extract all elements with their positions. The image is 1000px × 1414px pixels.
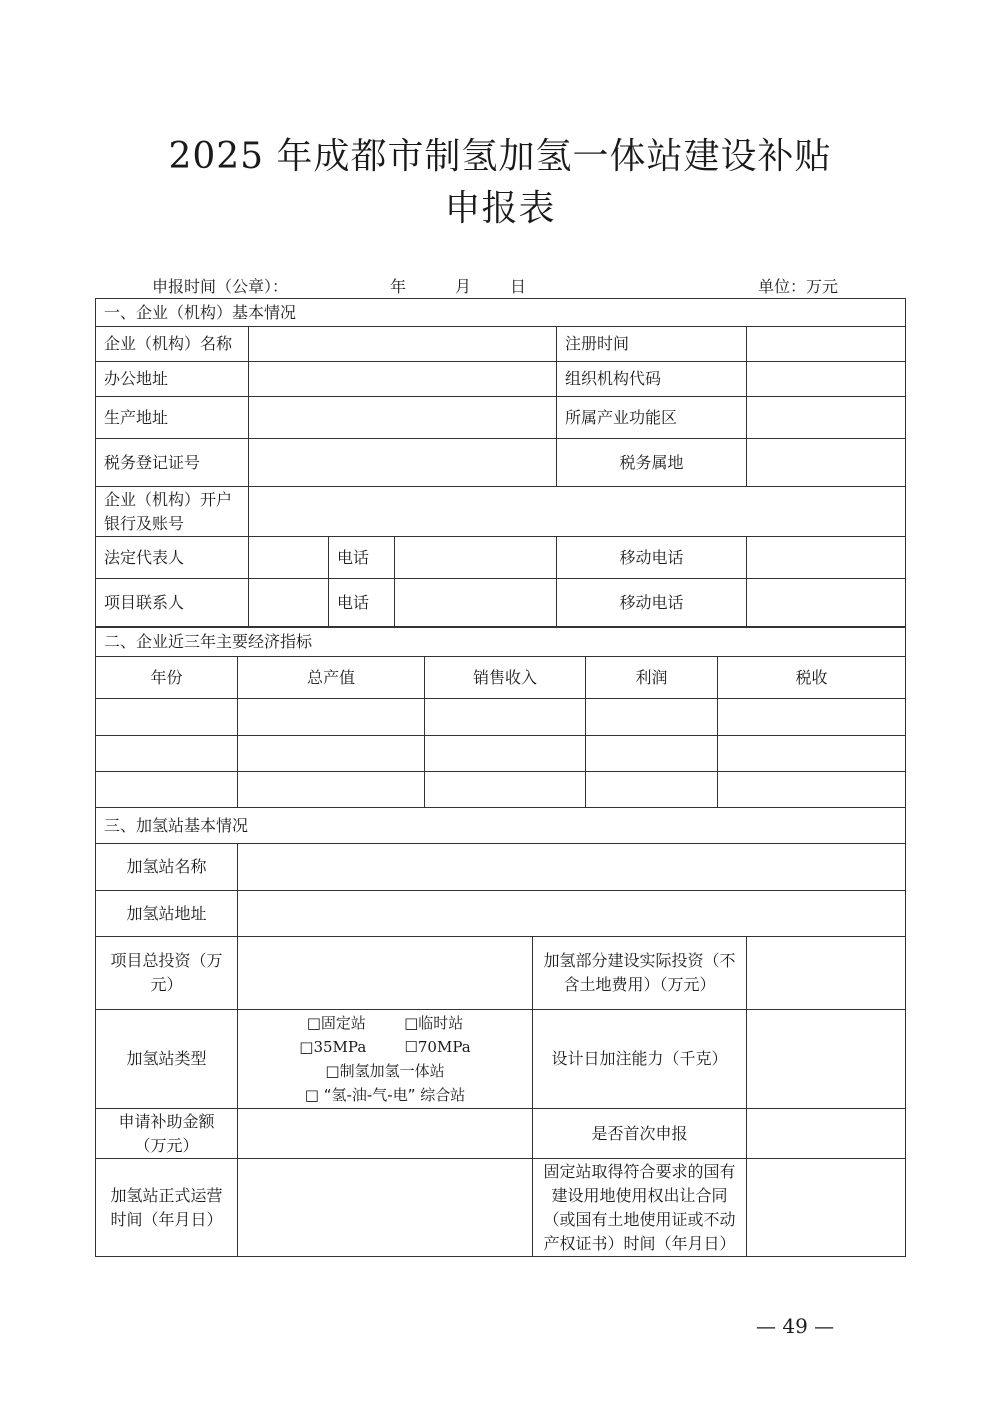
month-label: 月 xyxy=(455,277,472,296)
section3-heading: 三、加氢站基本情况 xyxy=(96,808,906,844)
legal-rep-label: 法定代表人 xyxy=(96,537,249,579)
office-addr-field[interactable] xyxy=(249,362,557,397)
section1-table xyxy=(95,298,906,627)
legal-mobile-label: 移动电话 xyxy=(557,537,747,579)
table-cell[interactable] xyxy=(96,772,238,808)
tax-place-field[interactable] xyxy=(747,439,906,487)
reg-time-label: 注册时间 xyxy=(557,327,747,362)
contact-label: 项目联系人 xyxy=(96,579,249,627)
col-output: 总产值 xyxy=(238,657,425,699)
op-time-field[interactable] xyxy=(238,1159,533,1257)
table-cell[interactable] xyxy=(425,772,586,808)
table-cell[interactable] xyxy=(425,699,586,736)
prod-addr-label: 生产地址 xyxy=(96,397,249,439)
contact-field[interactable] xyxy=(249,579,329,627)
table-row xyxy=(96,736,906,772)
first-apply-label: 是否首次申报 xyxy=(533,1109,747,1159)
table-cell[interactable] xyxy=(425,736,586,772)
contact-phone-field[interactable] xyxy=(395,579,557,627)
table-cell[interactable] xyxy=(238,736,425,772)
prod-addr-field[interactable] xyxy=(249,397,557,439)
tax-no-field[interactable] xyxy=(249,439,557,487)
document-title: 2025 年成都市制氢加氢一体站建设补贴 xyxy=(168,136,832,177)
table-row xyxy=(96,772,906,808)
subsidy-field[interactable] xyxy=(238,1109,533,1159)
bank-label: 企业（机构）开户银行及账号 xyxy=(96,487,249,537)
integrated-station-checkbox[interactable]: □制氢加氢一体站 xyxy=(325,1062,445,1080)
table-cell[interactable] xyxy=(96,736,238,772)
op-time-label: 加氢站正式运营时间（年月日） xyxy=(96,1159,238,1257)
contact-mobile-label: 移动电话 xyxy=(557,579,747,627)
table-cell[interactable] xyxy=(238,772,425,808)
tax-no-label: 税务登记证号 xyxy=(96,439,249,487)
table-cell[interactable] xyxy=(586,699,718,736)
first-apply-field[interactable] xyxy=(747,1109,906,1159)
section2-table xyxy=(95,627,906,808)
col-sales: 销售收入 xyxy=(425,657,586,699)
temp-station-checkbox[interactable]: □临时站 xyxy=(404,1014,464,1032)
unit-label: 单位：万元 xyxy=(758,277,839,296)
contact-mobile-field[interactable] xyxy=(747,579,906,627)
station-addr-label: 加氢站地址 xyxy=(96,891,238,937)
legal-phone-field[interactable] xyxy=(395,537,557,579)
zone-field[interactable] xyxy=(747,397,906,439)
table-cell[interactable] xyxy=(96,699,238,736)
70mpa-checkbox[interactable]: ☐70MPa xyxy=(404,1038,471,1056)
station-type-label: 加氢站类型 xyxy=(96,1010,238,1109)
land-time-label: 固定站取得符合要求的国有建设用地使用权出让合同（或国有土地使用证或不动产权证书）时间（年月日） xyxy=(533,1159,747,1257)
h2-invest-field[interactable] xyxy=(747,937,906,1010)
year-label: 年 xyxy=(390,277,407,296)
apply-time-label: 申报时间（公章）： xyxy=(152,277,289,296)
reg-time-field[interactable] xyxy=(747,327,906,362)
org-code-label: 组织机构代码 xyxy=(557,362,747,397)
legal-phone-label: 电话 xyxy=(329,537,395,579)
zone-label: 所属产业功能区 xyxy=(557,397,747,439)
fixed-station-checkbox[interactable]: □固定站 xyxy=(306,1014,366,1032)
office-addr-label: 办公地址 xyxy=(96,362,249,397)
document-subtitle: 申报表 xyxy=(444,188,556,229)
table-cell[interactable] xyxy=(718,772,906,808)
table-cell[interactable] xyxy=(586,772,718,808)
table-cell[interactable] xyxy=(718,699,906,736)
col-tax: 税收 xyxy=(718,657,906,699)
combo-station-checkbox[interactable]: □ “氢-油-气-电” 综合站 xyxy=(304,1086,466,1104)
col-year: 年份 xyxy=(96,657,238,699)
total-invest-label: 项目总投资（万元） xyxy=(96,937,238,1010)
tax-place-label: 税务属地 xyxy=(557,439,747,487)
station-addr-field[interactable] xyxy=(238,891,906,937)
col-profit: 利润 xyxy=(586,657,718,699)
capacity-label: 设计日加注能力（千克） xyxy=(533,1010,747,1109)
table-cell[interactable] xyxy=(586,736,718,772)
legal-mobile-field[interactable] xyxy=(747,537,906,579)
land-time-field[interactable] xyxy=(747,1159,906,1257)
page-number: — 49 — xyxy=(756,1314,835,1338)
total-invest-field[interactable] xyxy=(238,937,533,1010)
subsidy-label: 申请补助金额（万元） xyxy=(96,1109,238,1159)
section2-heading: 二、企业近三年主要经济指标 xyxy=(96,628,906,657)
table-cell[interactable] xyxy=(238,699,425,736)
legal-rep-field[interactable] xyxy=(249,537,329,579)
contact-phone-label: 电话 xyxy=(329,579,395,627)
capacity-field[interactable] xyxy=(747,1010,906,1109)
table-row xyxy=(96,699,906,736)
h2-invest-label: 加氢部分建设实际投资（不含土地费用）（万元） xyxy=(533,937,747,1010)
section3-table xyxy=(95,807,906,1257)
35mpa-checkbox[interactable]: □35MPa xyxy=(299,1038,367,1056)
table-cell[interactable] xyxy=(718,736,906,772)
bank-field[interactable] xyxy=(249,487,906,537)
org-code-field[interactable] xyxy=(747,362,906,397)
station-name-field[interactable] xyxy=(238,844,906,891)
company-name-field[interactable] xyxy=(249,327,557,362)
company-name-label: 企业（机构）名称 xyxy=(96,327,249,362)
section1-heading: 一、企业（机构）基本情况 xyxy=(96,299,906,327)
day-label: 日 xyxy=(510,277,527,296)
station-name-label: 加氢站名称 xyxy=(96,844,238,891)
station-type-options xyxy=(238,1010,533,1109)
